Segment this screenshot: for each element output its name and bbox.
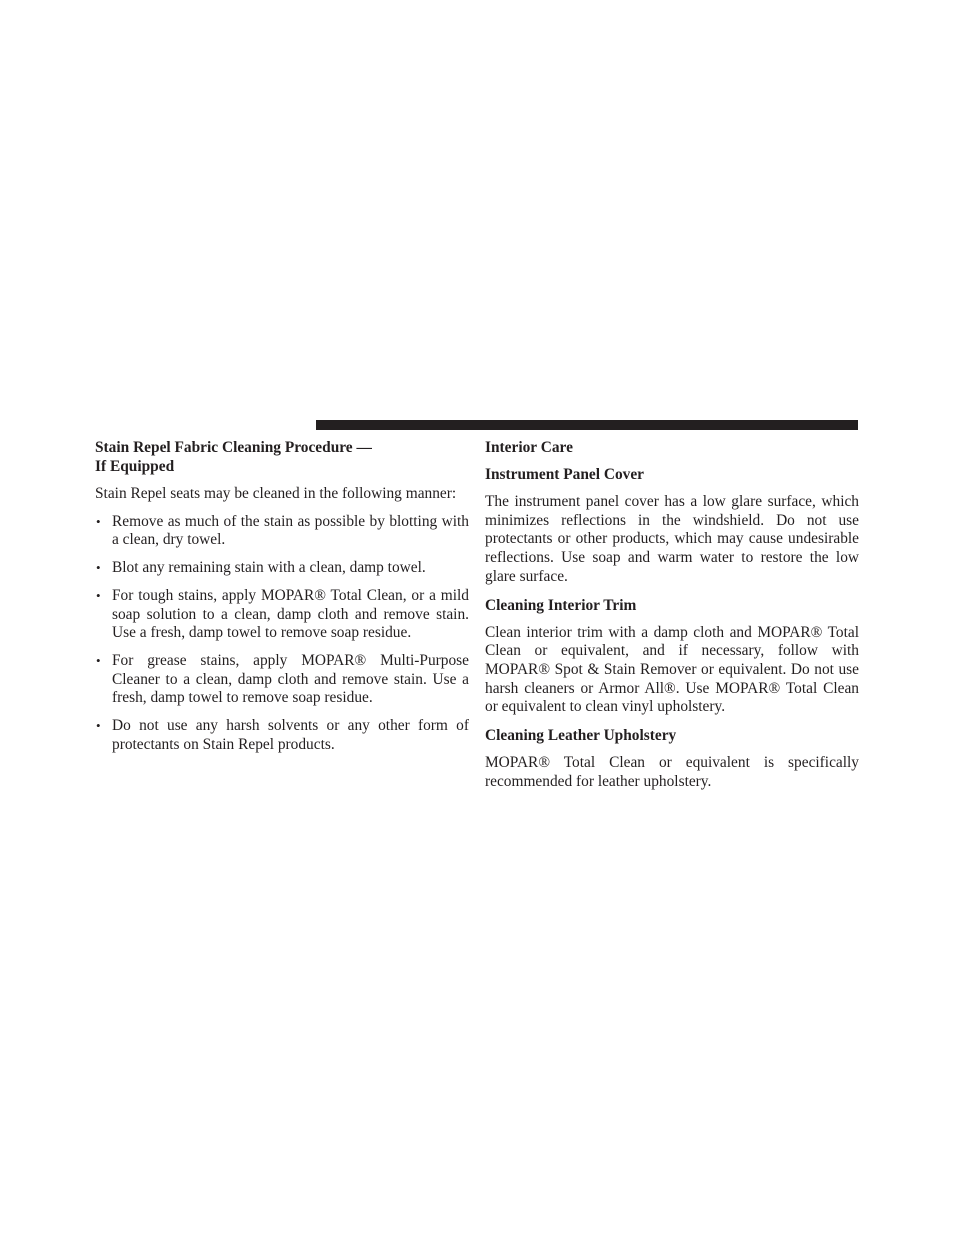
- interior-care-heading: Interior Care: [485, 439, 573, 456]
- cleaning-interior-trim-heading: Cleaning Interior Trim: [485, 596, 637, 614]
- bullet-icon: •: [96, 513, 101, 529]
- list-item: [95, 559, 469, 578]
- list-item: [95, 587, 469, 643]
- right-column: [485, 438, 859, 800]
- bullet-icon: •: [96, 560, 101, 576]
- stain-repel-intro: Stain Repel seats may be cleaned in the following manner:: [95, 485, 457, 502]
- stain-repel-heading-line2: If Equipped: [95, 458, 175, 475]
- section-header-rule: [316, 420, 858, 430]
- cleaning-leather-upholstery-heading: Cleaning Leather Upholstery: [485, 727, 677, 745]
- stain-repel-heading-line1: Stain Repel Fabric Cleaning Procedure —: [95, 439, 372, 456]
- bullet-icon: •: [96, 652, 101, 668]
- list-item-text: Blot any remaining stain with a clean, damp towel.: [112, 559, 426, 577]
- list-item: [95, 717, 469, 754]
- list-item: [95, 513, 469, 550]
- bullet-icon: •: [96, 718, 101, 734]
- list-item-text: For tough stains, apply MOPAR® Total Clean, or a mild soap solution to a clean, damp cloth and remove stain. Use a fresh, damp towel to remove soap residue.: [112, 586, 469, 642]
- cleaning-leather-upholstery-body: MOPAR® Total Clean or equivalent is specifically recommended for leather upholstery.: [485, 754, 859, 790]
- list-item-text: Remove as much of the stain as possible by blotting with a clean, dry towel.: [112, 512, 469, 549]
- stain-repel-heading: [95, 438, 469, 476]
- list-item-text: For grease stains, apply MOPAR® Multi-Purpose Cleaner to a clean, damp cloth and remove stain. Use a fresh, damp towel to remove soap residue.: [112, 651, 469, 707]
- cleaning-interior-trim-body: Clean interior trim with a damp cloth and MOPAR® Total Clean or equivalent, and if necessary, follow with MOPAR® Spot & Stain Remover or equivalent. Do not use harsh cleaners or Armor All®. Use MOPAR® Total Clean or equivalent to clean vinyl upholstery.: [485, 623, 859, 716]
- bullet-icon: •: [96, 587, 101, 603]
- instrument-panel-cover-heading: Instrument Panel Cover: [485, 466, 645, 483]
- list-item: [95, 652, 469, 708]
- stain-repel-steps-list: [95, 513, 469, 755]
- list-item-text: Do not use any harsh solvents or any other form of protectants on Stain Repel products.: [112, 717, 469, 753]
- instrument-panel-cover-body: The instrument panel cover has a low glare surface, which minimizes reflections in the windshield. Do not use protectants or other products, which may cause undesirable reflections. Use soap and warm water to restore the low glare surface.: [485, 493, 859, 585]
- left-column: [95, 438, 469, 763]
